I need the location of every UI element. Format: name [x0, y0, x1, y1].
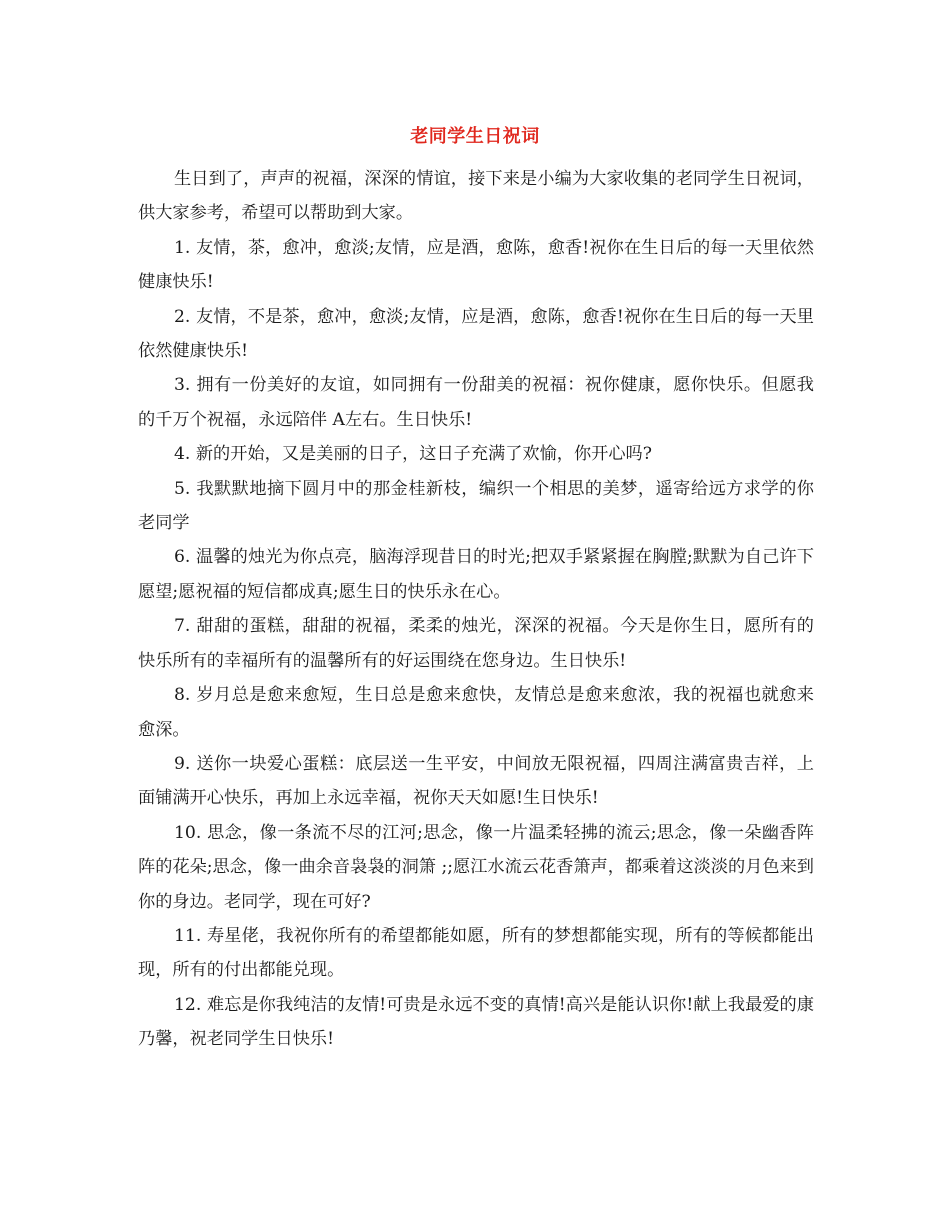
wish-item-9: 9. 送你一块爱心蛋糕：底层送一生平安，中间放无限祝福，四周注满富贵吉祥，上面铺满开心快乐，再加上永远幸福，祝你天天如愿!生日快乐!: [138, 753, 814, 809]
document-body: [138, 162, 814, 1057]
wish-item-10: 10. 思念，像一条流不尽的江河;思念，像一片温柔轻拂的流云;思念，像一朵幽香阵阵的花朵;思念，像一曲余音袅袅的洞箫 ;;愿江水流云花香箫声，都乘着这淡淡的月色来到你的身边。老同学，现在可好?: [138, 822, 814, 912]
wish-item-12: 12. 难忘是你我纯洁的友情!可贵是永远不变的真情!高兴是能认识你!献上我最爱的康乃馨，祝老同学生日快乐!: [138, 994, 814, 1050]
wish-item-3: 3. 拥有一份美好的友谊，如同拥有一份甜美的祝福：祝你健康，愿你快乐。但愿我的千万个祝福，永远陪伴 A左右。生日快乐!: [138, 375, 814, 430]
wish-item-2: 2. 友情，不是茶，愈冲，愈淡;友情，应是酒，愈陈，愈香!祝你在生日后的每一天里依然健康快乐!: [138, 306, 814, 362]
wish-item-7: 7. 甜甜的蛋糕，甜甜的祝福，柔柔的烛光，深深的祝福。今天是你生日，愿所有的快乐所有的幸福所有的温馨所有的好运围绕在您身边。生日快乐!: [138, 616, 814, 671]
intro-paragraph: 生日到了，声声的祝福，深深的情谊，接下来是小编为大家收集的老同学生日祝词，供大家参考，希望可以帮助到大家。: [138, 169, 814, 224]
wish-item-11: 11. 寿星佬，我祝你所有的希望都能如愿，所有的梦想都能实现，所有的等候都能出现，所有的付出都能兑现。: [138, 925, 814, 981]
wish-item-5: 5. 我默默地摘下圆月中的那金桂新枝，编织一个相思的美梦，遥寄给远方求学的你老同学: [138, 478, 814, 534]
wish-item-8: 8. 岁月总是愈来愈短，生日总是愈来愈快，友情总是愈来愈浓，我的祝福也就愈来愈深。: [138, 685, 814, 740]
wish-item-4: 4. 新的开始，又是美丽的日子，这日子充满了欢愉，你开心吗?: [174, 444, 652, 465]
wish-item-1: 1. 友情，茶，愈冲，愈淡;友情，应是酒，愈陈，愈香!祝你在生日后的每一天里依然健康快乐!: [138, 237, 814, 293]
document-title: 老同学生日祝词: [410, 126, 540, 147]
wish-item-6: 6. 温馨的烛光为你点亮，脑海浮现昔日的时光;把双手紧紧握在胸膛;默默为自己许下愿望;愿祝福的短信都成真;愿生日的快乐永在心。: [138, 547, 814, 602]
